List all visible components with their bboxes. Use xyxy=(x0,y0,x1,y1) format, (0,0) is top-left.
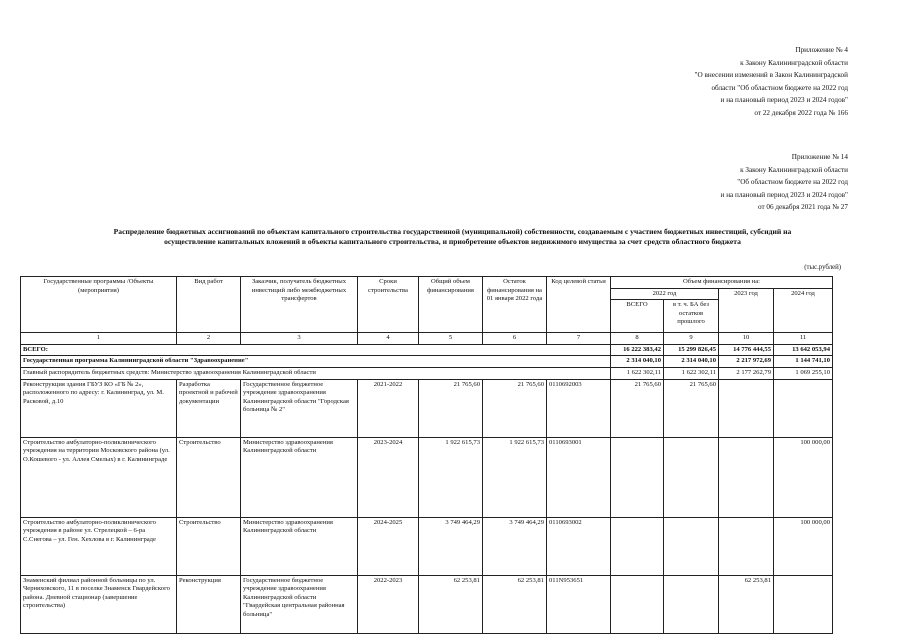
work-type-cell: Строительство xyxy=(177,437,241,517)
appendix-2-header xyxy=(721,151,848,214)
table-row xyxy=(21,437,833,517)
funding-2023-cell xyxy=(719,379,774,437)
target-code-cell: 0110693001 xyxy=(547,437,611,517)
remaining-cell: 62 253,81 xyxy=(483,575,547,633)
funding-2022-incl-cell: 21 765,60 xyxy=(664,379,719,437)
table-row xyxy=(21,575,833,633)
header-work-type: Вид работ xyxy=(177,277,241,333)
customer-cell: Государственное бюджетное учреждение здравоохранения Калининградской области "Гвардейская центральная районная больница" xyxy=(241,575,358,633)
header-objects: Государственные программы /Объекты (мероприятия) xyxy=(21,277,177,333)
header-2022-total: ВСЕГО xyxy=(611,300,664,333)
total-funding-cell: 3 749 464,29 xyxy=(419,517,483,575)
appendix-line: области "Об областном бюджете на 2022 год xyxy=(711,83,848,92)
program-label: Государственная программа Калининградской области "Здравоохранение" xyxy=(21,356,611,368)
appendix-line: "О внесении изменений в Закон Калининградской xyxy=(694,71,848,80)
header-year-2023: 2023 год xyxy=(719,288,774,333)
period-cell: 2021-2022 xyxy=(358,379,419,437)
column-number: 11 xyxy=(774,333,833,345)
appendix-line: "Об областном бюджете на 2022 год xyxy=(737,178,848,187)
program-c10: 2 217 972,69 xyxy=(719,356,774,368)
units-label: (тыс.рублей) xyxy=(804,264,841,271)
work-type-cell: Строительство xyxy=(177,517,241,575)
manager-c10: 2 177 262,79 xyxy=(719,367,774,379)
funding-2022-total-cell: 21 765,60 xyxy=(611,379,664,437)
header-2022-incl: в т. ч. БА без остатков прошлого xyxy=(664,300,719,333)
funding-2022-total-cell xyxy=(611,517,664,575)
program-c9: 2 314 040,10 xyxy=(664,356,719,368)
total-row xyxy=(21,344,833,356)
column-number: 1 xyxy=(21,333,177,345)
header-remaining: Остаток финансирования на 01 января 2022 года xyxy=(483,277,547,333)
budget-table xyxy=(20,276,833,634)
appendix-line: Приложение № 14 xyxy=(791,153,848,161)
manager-label: Главный распорядитель бюджетных средств: Министерство здравоохранения Калининградской области xyxy=(21,367,611,379)
table-row xyxy=(21,379,833,437)
column-number: 9 xyxy=(664,333,719,345)
column-number: 10 xyxy=(719,333,774,345)
manager-c9: 1 622 302,11 xyxy=(664,367,719,379)
funding-2022-incl-cell xyxy=(664,437,719,517)
funding-2023-cell xyxy=(719,517,774,575)
column-number: 6 xyxy=(483,333,547,345)
appendix-line: к Закону Калининградской области xyxy=(740,58,848,67)
header-customer: Заказчик, получатель бюджетных инвестиций либо межбюджетных трансфертов xyxy=(241,277,358,333)
funding-2022-total-cell xyxy=(611,437,664,517)
customer-cell: Министерство здравоохранения Калининградской области xyxy=(241,517,358,575)
manager-c8: 1 622 302,11 xyxy=(611,367,664,379)
column-number: 5 xyxy=(419,333,483,345)
appendix-1-header xyxy=(695,44,848,120)
appendix-line: к Закону Калининградской области xyxy=(740,165,848,174)
object-name-cell: Строительство амбулаторно-поликлинического учреждения на территории Московского района (ул. О.Кошевого - ул. Аллея Смелых) в г. Калининграде xyxy=(21,437,177,517)
manager-row xyxy=(21,367,833,379)
funding-2022-incl-cell xyxy=(664,575,719,633)
header-funding: Объем финансирования на: xyxy=(611,277,833,289)
header-year-2024: 2024 год xyxy=(774,288,833,333)
column-number: 4 xyxy=(358,333,419,345)
title-line-1: Распределение бюджетных ассигнований по объектам капитального строительства государственной (муниципальной) собственности, создаваемым с участием бюджетных инвестиций, субсидий на xyxy=(113,227,792,236)
appendix-line: от 22 декабря 2022 года № 166 xyxy=(754,108,848,117)
funding-2024-cell: 100 000,00 xyxy=(774,437,833,517)
target-code-cell: 0110693002 xyxy=(547,517,611,575)
total-c11: 13 642 053,94 xyxy=(774,344,833,356)
appendix-line: от 06 декабря 2021 года № 27 xyxy=(757,203,848,212)
manager-c11: 1 069 255,10 xyxy=(774,367,833,379)
title-line-2: осуществление капитальных вложений в объекты капитального строительства, и приобретение объектов недвижимого имущества за счет средств областного бюджета xyxy=(164,237,741,246)
target-code-cell: 0110692003 xyxy=(547,379,611,437)
program-c11: 1 144 741,10 xyxy=(774,356,833,368)
work-type-cell: Разработка проектной и рабочей документации xyxy=(177,379,241,437)
remaining-cell: 21 765,60 xyxy=(483,379,547,437)
funding-2024-cell xyxy=(774,575,833,633)
funding-2022-incl-cell xyxy=(664,517,719,575)
funding-2024-cell xyxy=(774,379,833,437)
program-c8: 2 314 040,10 xyxy=(611,356,664,368)
appendix-line: и на плановый период 2023 и 2024 годов" xyxy=(720,190,848,199)
customer-cell: Государственное бюджетное учреждение здравоохранения Калининградской области "Городская больница № 2" xyxy=(241,379,358,437)
column-numbers-row xyxy=(21,333,833,345)
column-number: 7 xyxy=(547,333,611,345)
column-number: 2 xyxy=(177,333,241,345)
object-name-cell: Реконструкция здания ГБУЗ КО «ГБ № 2», расположенного по адресу: г. Калининград, ул. М. Расковой, д.10 xyxy=(21,379,177,437)
object-name-cell: Строительство амбулаторно-поликлинического учреждения в районе ул. Стрелецкой – 6-ра С.Снегова – ул. Ген. Хехлова в г. Калининграде xyxy=(21,517,177,575)
total-funding-cell: 21 765,60 xyxy=(419,379,483,437)
funding-2023-cell: 62 253,81 xyxy=(719,575,774,633)
document-title xyxy=(20,227,885,247)
period-cell: 2023-2024 xyxy=(358,437,419,517)
total-funding-cell: 62 253,81 xyxy=(419,575,483,633)
funding-2022-total-cell xyxy=(611,575,664,633)
header-year-2022: 2022 год xyxy=(611,288,719,300)
appendix-line: Приложение № 4 xyxy=(795,46,848,54)
total-c8: 16 222 383,42 xyxy=(611,344,664,356)
period-cell: 2024-2025 xyxy=(358,517,419,575)
funding-2023-cell xyxy=(719,437,774,517)
total-c10: 14 776 444,55 xyxy=(719,344,774,356)
column-number: 8 xyxy=(611,333,664,345)
customer-cell: Министерство здравоохранения Калининградской области xyxy=(241,437,358,517)
table-row xyxy=(21,517,833,575)
header-total-funding: Общий объем финансирования xyxy=(419,277,483,333)
remaining-cell: 3 749 464,29 xyxy=(483,517,547,575)
period-cell: 2022-2023 xyxy=(358,575,419,633)
total-funding-cell: 1 922 615,73 xyxy=(419,437,483,517)
column-number: 3 xyxy=(241,333,358,345)
appendix-line: и на плановый период 2023 и 2024 годов" xyxy=(720,96,848,105)
program-row xyxy=(21,356,833,368)
target-code-cell: 011N953651 xyxy=(547,575,611,633)
total-label: ВСЕГО: xyxy=(21,344,611,356)
object-name-cell: Знаменский филиал районной больницы по ул. Черняховского, 11 в поселке Знаменск Гвардейского района. Дневной стационар (завершение строительства) xyxy=(21,575,177,633)
funding-2024-cell: 100 000,00 xyxy=(774,517,833,575)
header-code: Код целевой статьи xyxy=(547,277,611,333)
remaining-cell: 1 922 615,73 xyxy=(483,437,547,517)
header-period: Сроки строительства xyxy=(358,277,419,333)
work-type-cell: Реконструкция xyxy=(177,575,241,633)
total-c9: 15 299 826,45 xyxy=(664,344,719,356)
